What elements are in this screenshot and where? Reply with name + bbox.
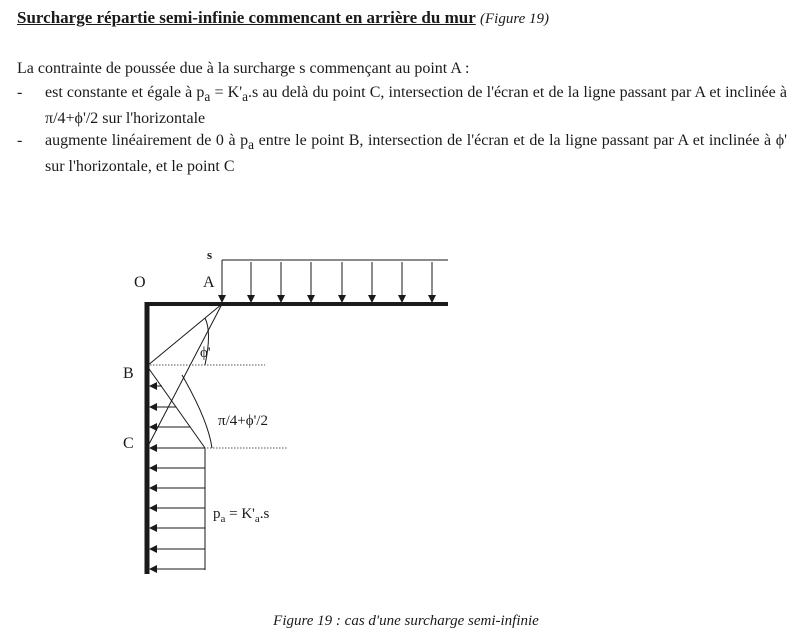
bullet-text: augmente linéairement de 0 à $p_a$ entre le point B, intersection de l'écran et de la ligne passant par A et inclinée à ϕ' sur l'horizontale, et le point C xyxy=(45,132,788,176)
label-s: s xyxy=(207,247,213,262)
bullet-dash: - xyxy=(17,132,23,150)
label-b: B xyxy=(123,365,134,382)
label-angle: π/4+ϕ'/2 xyxy=(218,413,268,429)
figure-reference: (Figure 19) xyxy=(480,11,550,27)
figure-caption: Figure 19 : cas d'une surcharge semi-infinie xyxy=(273,613,539,629)
pressure-arrows xyxy=(150,386,205,569)
line-a-to-b xyxy=(147,304,222,366)
line-a-to-c xyxy=(147,304,222,448)
label-phi: ϕ' xyxy=(200,345,211,361)
bullet-text: est constante et égale à $p_a = K'_a.s$ au delà du point C, intersection de l'écran et de la ligne passant par A et inclinée à π/4+ϕ'/2 sur l'horizontale xyxy=(45,84,787,128)
label-c: C xyxy=(123,435,134,452)
surcharge-arrows xyxy=(222,262,432,302)
section-title: Surcharge répartie semi-infinie commencant en arrière du mur xyxy=(17,8,476,27)
label-o: O xyxy=(134,274,146,291)
label-pa: $p_a = K'_a.s$ xyxy=(213,506,270,525)
bullet-dash: - xyxy=(17,84,23,101)
intro-paragraph: La contrainte de poussée due à la surcharge s commençant au point A : xyxy=(17,60,470,77)
label-a: A xyxy=(203,274,215,291)
